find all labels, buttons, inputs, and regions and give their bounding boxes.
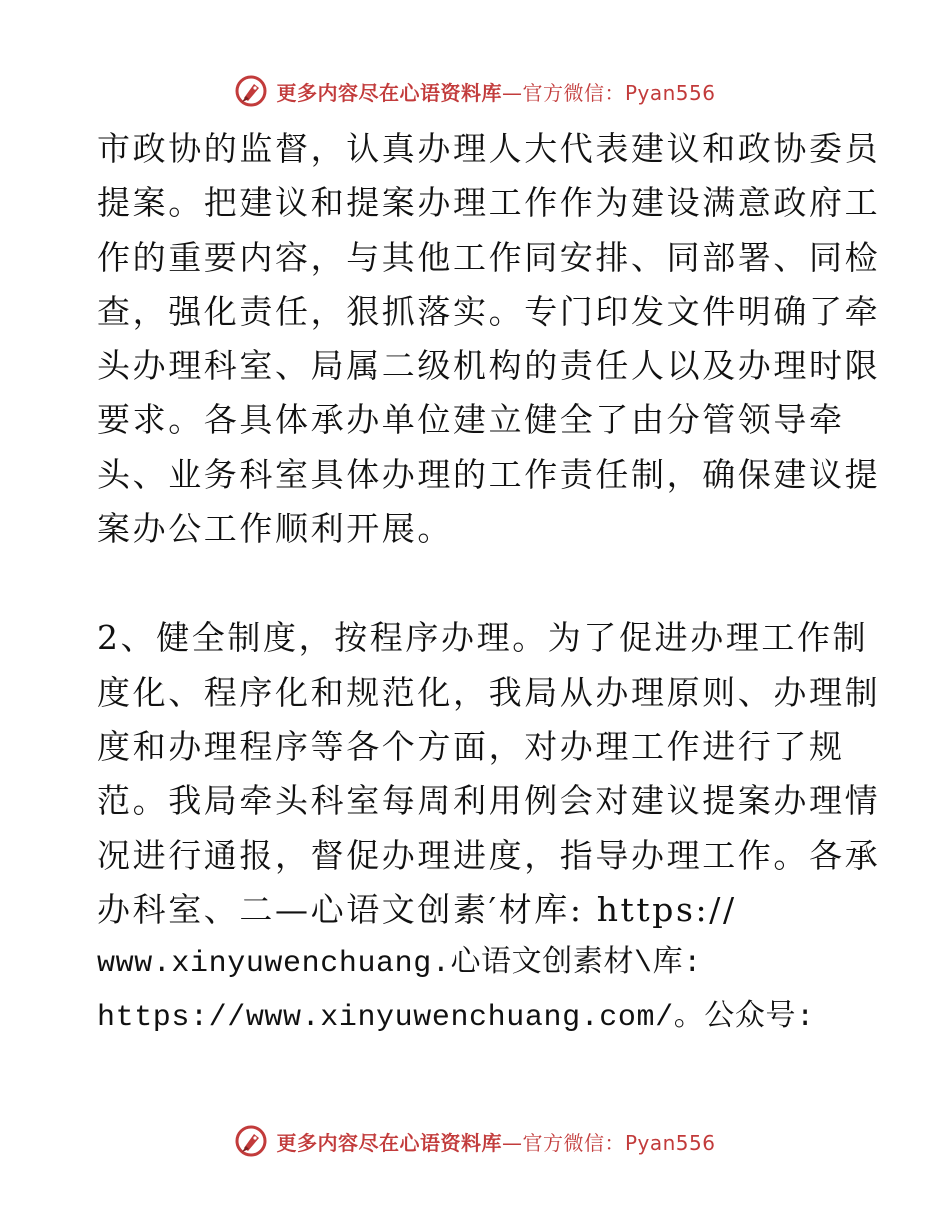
footer-watermark (0, 1121, 950, 1161)
paragraph-1 (97, 122, 881, 556)
watermark-wechat: 官方微信：Pyan556 (522, 1130, 716, 1155)
text-line: 市政协的监督，认真办理人大代表建议和政协委员 (97, 129, 881, 168)
text-line: 提案。把建议和提案办理工作作为建设满意政府工 (97, 183, 881, 223)
text-line: 度化、程序化和规范化，我局从办理原则、办理制 (97, 672, 881, 712)
text-line: 2、健全制度，按程序办理。为了促进办理工作制 (97, 618, 869, 658)
text-line: 度和办理程序等各个方面，对办理工作进行了规 (97, 726, 845, 766)
watermark-text (276, 77, 715, 106)
text-line: 范。我局牵头科室每周利用例会对建议提案办理情 (97, 781, 881, 821)
watermark-site: 更多内容尽在心语资料库 (276, 1130, 502, 1155)
text-line-url: www.xinyuwenchuang.心语文创素材\库: (97, 947, 702, 982)
pen-nib-logo-icon (234, 1124, 268, 1158)
watermark-wechat: 官方微信：Pyan556 (522, 80, 716, 105)
text-line-url: https://www.xinyuwenchuang.com/。公众号: (97, 1001, 815, 1036)
watermark-site: 更多内容尽在心语资料库 (276, 80, 502, 105)
text-line: 要求。各具体承办单位建立健全了由分管领导牵 (97, 400, 845, 440)
text-line: 作的重要内容，与其他工作同安排、同部署、同检 (97, 237, 881, 277)
text-line: 头办理科室、局属二级机构的责任人以及办理时限 (97, 346, 881, 386)
paragraph-spacer (97, 556, 857, 611)
text-line: 头、业务科室具体办理的工作责任制，确保建议提 (97, 454, 881, 494)
document-body (97, 122, 881, 1046)
header-watermark (0, 71, 950, 111)
watermark-separator: — (501, 80, 523, 105)
pen-nib-logo-icon (234, 74, 268, 108)
text-line: 案办公工作顺利开展。 (97, 509, 453, 549)
watermark-separator: — (501, 1130, 523, 1155)
text-line: 办科室、二—心语文创素′材库: https:// (97, 889, 737, 929)
watermark-text (276, 1127, 715, 1156)
paragraph-2 (97, 611, 881, 1045)
text-line: 查，强化责任，狠抓落实。专门印发文件明确了牵 (97, 291, 881, 331)
text-line: 况进行通报，督促办理进度，指导办理工作。各承 (97, 835, 881, 875)
